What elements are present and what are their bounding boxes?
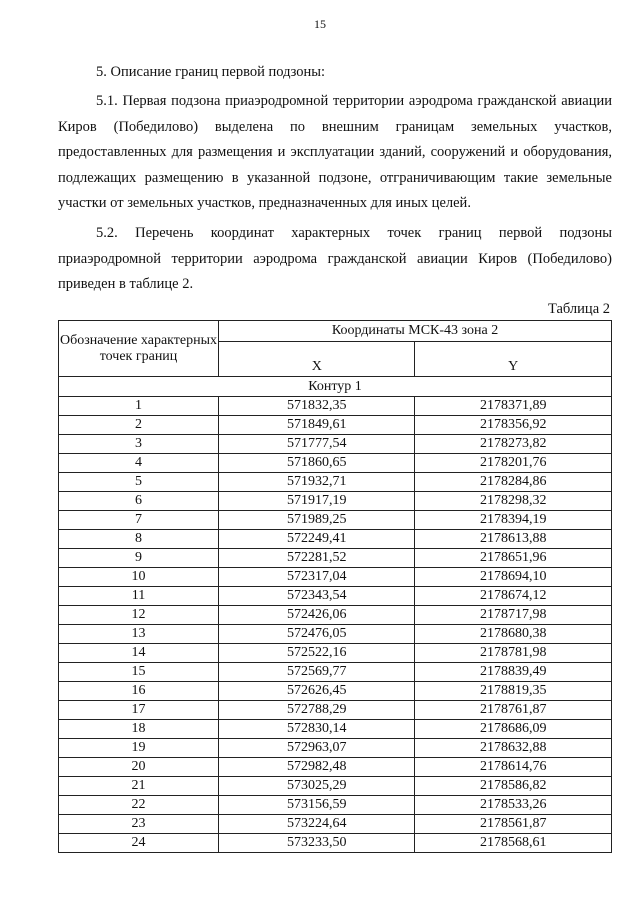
y-coordinate-cell: 2178781,98 — [415, 644, 612, 663]
x-coordinate-cell: 572343,54 — [219, 587, 415, 606]
point-number-cell: 20 — [59, 758, 219, 777]
table-row — [59, 568, 612, 587]
point-number-cell: 18 — [59, 720, 219, 739]
x-coordinate-cell: 573156,59 — [219, 796, 415, 815]
point-number-cell: 9 — [59, 549, 219, 568]
point-number-cell: 7 — [59, 511, 219, 530]
point-number-cell: 2 — [59, 416, 219, 435]
table-caption: Таблица 2 — [547, 301, 610, 317]
y-coordinate-cell: 2178674,12 — [415, 587, 612, 606]
x-coordinate-cell: 572522,16 — [219, 644, 415, 663]
table-row — [59, 473, 612, 492]
table-row — [59, 777, 612, 796]
point-number-cell: 16 — [59, 682, 219, 701]
y-coordinate-cell: 2178533,26 — [415, 796, 612, 815]
x-coordinate-cell: 571777,54 — [219, 435, 415, 454]
table-row — [59, 720, 612, 739]
x-coordinate-cell: 572626,45 — [219, 682, 415, 701]
table-row — [59, 416, 612, 435]
x-coordinate-cell: 571832,35 — [219, 397, 415, 416]
point-number-cell: 8 — [59, 530, 219, 549]
table-row — [59, 397, 612, 416]
table-row — [59, 435, 612, 454]
point-number-cell: 15 — [59, 663, 219, 682]
y-coordinate-cell: 2178717,98 — [415, 606, 612, 625]
coordinates-table — [58, 320, 612, 853]
y-coordinate-cell: 2178561,87 — [415, 815, 612, 834]
paragraph-5-2: 5.2. Перечень координат характерных точек границ первой подзоны приаэродромной территории аэродрома гражданской авиации Киров (Победилово) приведен в таблице 2. — [58, 225, 612, 292]
x-coordinate-cell: 572249,41 — [219, 530, 415, 549]
x-coordinate-cell: 571860,65 — [219, 454, 415, 473]
x-coordinate-cell: 572830,14 — [219, 720, 415, 739]
table-row — [59, 511, 612, 530]
y-coordinate-cell: 2178273,82 — [415, 435, 612, 454]
table-row — [59, 682, 612, 701]
x-coordinate-cell: 572476,05 — [219, 625, 415, 644]
x-coordinate-cell: 572569,77 — [219, 663, 415, 682]
point-number-cell: 6 — [59, 492, 219, 511]
y-coordinate-cell: 2178201,76 — [415, 454, 612, 473]
y-coordinate-cell: 2178686,09 — [415, 720, 612, 739]
point-number-cell: 12 — [59, 606, 219, 625]
table-row — [59, 815, 612, 834]
y-coordinate-cell: 2178586,82 — [415, 777, 612, 796]
y-coordinate-cell: 2178568,61 — [415, 834, 612, 853]
table-row — [59, 625, 612, 644]
y-coordinate-cell: 2178632,88 — [415, 739, 612, 758]
point-number-cell: 3 — [59, 435, 219, 454]
point-number-cell: 17 — [59, 701, 219, 720]
table-row — [59, 796, 612, 815]
x-coordinate-cell: 571989,25 — [219, 511, 415, 530]
page-number: 15 — [314, 17, 326, 31]
table-row — [59, 758, 612, 777]
point-number-cell: 22 — [59, 796, 219, 815]
point-number-cell: 13 — [59, 625, 219, 644]
header-coordinates: Координаты МСК-43 зона 2 — [219, 321, 612, 342]
point-number-cell: 21 — [59, 777, 219, 796]
y-coordinate-cell: 2178371,89 — [415, 397, 612, 416]
x-coordinate-cell: 572426,06 — [219, 606, 415, 625]
point-number-cell: 23 — [59, 815, 219, 834]
section-heading: 5. Описание границ первой подзоны: — [96, 64, 326, 80]
x-coordinate-cell: 572317,04 — [219, 568, 415, 587]
x-coordinate-cell: 572788,29 — [219, 701, 415, 720]
table-row — [59, 644, 612, 663]
x-coordinate-cell: 573224,64 — [219, 815, 415, 834]
point-number-cell: 10 — [59, 568, 219, 587]
x-coordinate-cell: 572982,48 — [219, 758, 415, 777]
y-coordinate-cell: 2178680,38 — [415, 625, 612, 644]
x-coordinate-cell: 573025,29 — [219, 777, 415, 796]
x-coordinate-cell: 571932,71 — [219, 473, 415, 492]
point-number-cell: 5 — [59, 473, 219, 492]
table-row — [59, 606, 612, 625]
point-number-cell: 4 — [59, 454, 219, 473]
table-row — [59, 739, 612, 758]
table-row — [59, 834, 612, 853]
y-coordinate-cell: 2178839,49 — [415, 663, 612, 682]
y-coordinate-cell: 2178614,76 — [415, 758, 612, 777]
header-x: X — [219, 342, 415, 377]
contour-label: Контур 1 — [59, 377, 612, 397]
y-coordinate-cell: 2178651,96 — [415, 549, 612, 568]
table-row — [59, 663, 612, 682]
paragraph-5-1: 5.1. Первая подзона приаэродромной территории аэродрома гражданской авиации Киров (Победилово) выделена по внешним границам земельных участков, предоставленных для размещения и эксплуатации зданий, сооружений и оборудования, подлежащих размещению в указанной подзоне, отграничивающим такие земельные участки от земельных участков, предназначенных для иных целей. — [58, 93, 612, 211]
point-number-cell: 19 — [59, 739, 219, 758]
table-row — [59, 701, 612, 720]
point-number-cell: 14 — [59, 644, 219, 663]
table-row — [59, 587, 612, 606]
y-coordinate-cell: 2178819,35 — [415, 682, 612, 701]
header-designation: Обозначение характерных точек границ — [59, 321, 219, 377]
x-coordinate-cell: 571917,19 — [219, 492, 415, 511]
x-coordinate-cell: 571849,61 — [219, 416, 415, 435]
y-coordinate-cell: 2178694,10 — [415, 568, 612, 587]
y-coordinate-cell: 2178761,87 — [415, 701, 612, 720]
y-coordinate-cell: 2178394,19 — [415, 511, 612, 530]
x-coordinate-cell: 572281,52 — [219, 549, 415, 568]
table-row — [59, 492, 612, 511]
point-number-cell: 24 — [59, 834, 219, 853]
y-coordinate-cell: 2178284,86 — [415, 473, 612, 492]
y-coordinate-cell: 2178298,32 — [415, 492, 612, 511]
y-coordinate-cell: 2178356,92 — [415, 416, 612, 435]
header-y: Y — [415, 342, 612, 377]
table-row — [59, 549, 612, 568]
point-number-cell: 1 — [59, 397, 219, 416]
y-coordinate-cell: 2178613,88 — [415, 530, 612, 549]
x-coordinate-cell: 572963,07 — [219, 739, 415, 758]
x-coordinate-cell: 573233,50 — [219, 834, 415, 853]
table-row — [59, 530, 612, 549]
point-number-cell: 11 — [59, 587, 219, 606]
table-row — [59, 454, 612, 473]
